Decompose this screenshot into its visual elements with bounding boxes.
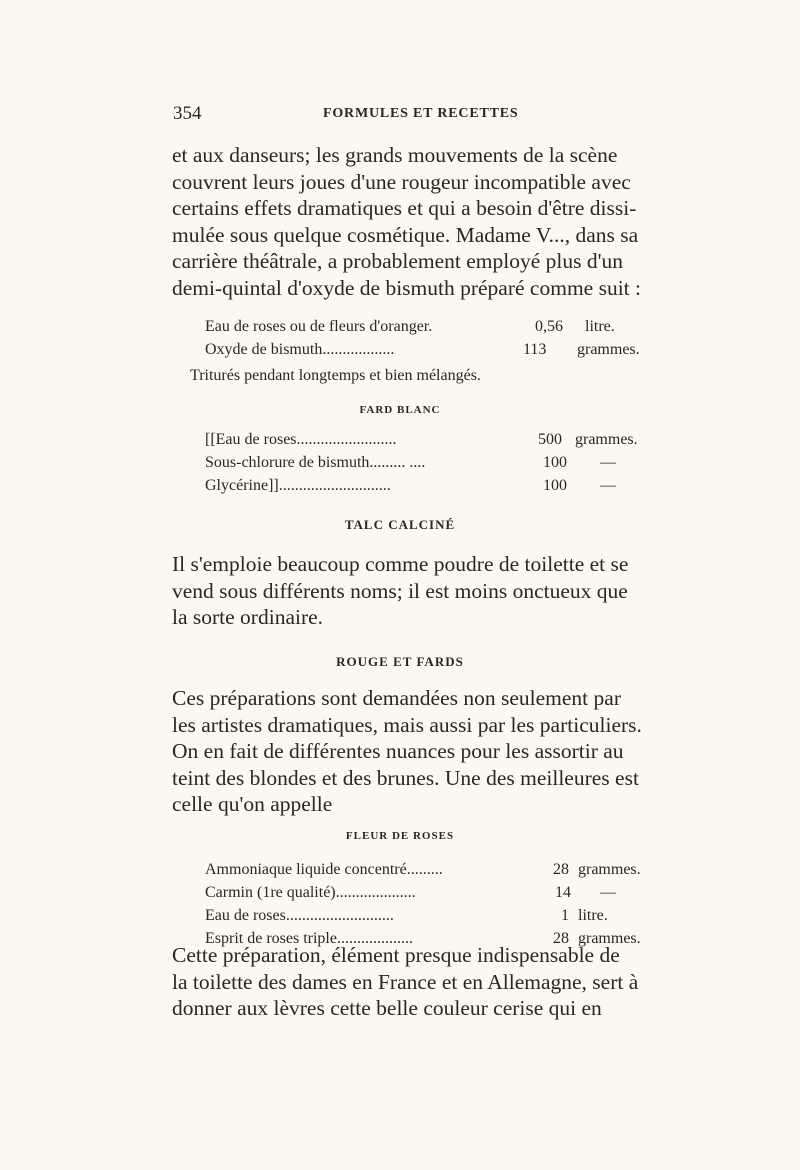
text-line: On en fait de différentes nuances pour les assortir au [172, 739, 624, 764]
section-heading-fard-blanc: FARD BLANC [359, 404, 441, 416]
ingredient-quantity: 113 [523, 341, 547, 358]
running-title: FORMULES ET RECETTES [323, 106, 519, 121]
ingredient-quantity: 1 [561, 907, 569, 924]
text-line: couvrent leurs joues d'une rougeur incompatible avec [172, 169, 631, 194]
text-line: celle qu'on appelle [172, 792, 333, 817]
text-line: carrière théâtrale, a probablement employé plus d'un [172, 249, 623, 274]
ingredient-label: Sous-chlorure de bismuth......... .... [205, 454, 426, 471]
ingredient-label: [[Eau de roses......................... [205, 431, 397, 448]
text-line: donner aux lèvres cette belle couleur cerise qui en [172, 996, 602, 1021]
recipe-row [205, 474, 675, 497]
text-line: la sorte ordinaire. [172, 605, 324, 630]
recipe-fard-blanc-table [205, 428, 675, 497]
ingredient-unit: grammes. [578, 930, 641, 947]
paragraph-dancers [172, 142, 697, 302]
section-heading-rouge: ROUGE ET FARDS [336, 654, 464, 669]
text-line: teint des blondes et des brunes. Une des meilleures est [172, 765, 639, 790]
ingredient-unit: grammes. [575, 431, 638, 448]
text-line: Ces préparations sont demandées non seulement par [172, 686, 621, 710]
recipe-fleur-de-roses-table [205, 858, 675, 950]
ingredient-quantity: 28 [553, 930, 569, 947]
text-line: vend sous différents noms; il est moins onctueux que [172, 578, 628, 603]
ingredient-unit: litre. [578, 907, 608, 924]
recipe-bismuth-table [205, 315, 675, 361]
ingredient-label: Glycérine]]............................ [205, 477, 391, 494]
section-heading-talc: TALC CALCINÉ [344, 517, 456, 532]
text-line: Il s'emploie beaucoup comme poudre de toilette et se [172, 552, 629, 576]
ingredient-quantity: 100 [543, 477, 567, 494]
ingredient-unit: — [600, 477, 616, 494]
ingredient-label: Esprit de roses triple................... [205, 930, 413, 947]
recipe-row [205, 428, 675, 451]
ingredient-unit: grammes. [578, 861, 641, 878]
page-header [173, 103, 693, 129]
recipe-note: Triturés pendant longtemps et bien mélangés. [190, 367, 481, 384]
paragraph-final [172, 942, 697, 1022]
ingredient-label: Carmin (1re qualité).................... [205, 884, 416, 901]
ingredient-unit: litre. [585, 318, 615, 335]
text-line: la toilette des dames en France et en Allemagne, sert à [172, 969, 639, 994]
text-line: mulée sous quelque cosmétique. Madame V..., dans sa [172, 222, 639, 247]
ingredient-quantity: 28 [553, 861, 569, 878]
ingredient-quantity: 0,56 [535, 318, 563, 335]
section-heading-fleur-de-roses: FLEUR DE ROSES [345, 830, 455, 842]
text-line: les artistes dramatiques, mais aussi par les particuliers. [172, 712, 642, 737]
ingredient-label: Oxyde de bismuth.................. [205, 341, 395, 358]
ingredient-unit: grammes. [577, 341, 640, 358]
ingredient-label: Ammoniaque liquide concentré......... [205, 861, 443, 878]
page-number: 354 [173, 103, 202, 124]
text-line: et aux danseurs; les grands mouvements de la scène [172, 143, 618, 167]
recipe-row [205, 904, 675, 927]
recipe-row [205, 338, 675, 361]
ingredient-unit: — [600, 454, 616, 471]
paragraph-rouge [172, 685, 697, 818]
recipe-row [205, 881, 675, 904]
paragraph-talc [172, 551, 697, 631]
text-line: Cette préparation, élément presque indispensable de [172, 943, 620, 967]
ingredient-label: Eau de roses........................... [205, 907, 394, 924]
ingredient-label: Eau de roses ou de fleurs d'oranger. [205, 318, 433, 335]
recipe-row [205, 451, 675, 474]
text-line: demi-quintal d'oxyde de bismuth préparé comme suit : [172, 275, 642, 300]
ingredient-quantity: 100 [543, 454, 567, 471]
ingredient-unit: — [600, 884, 616, 901]
text-line: certains effets dramatiques et qui a besoin d'être dissi- [172, 196, 637, 221]
ingredient-quantity: 500 [538, 431, 562, 448]
ingredient-quantity: 14 [555, 884, 571, 901]
recipe-row [205, 315, 675, 338]
recipe-row [205, 858, 675, 881]
